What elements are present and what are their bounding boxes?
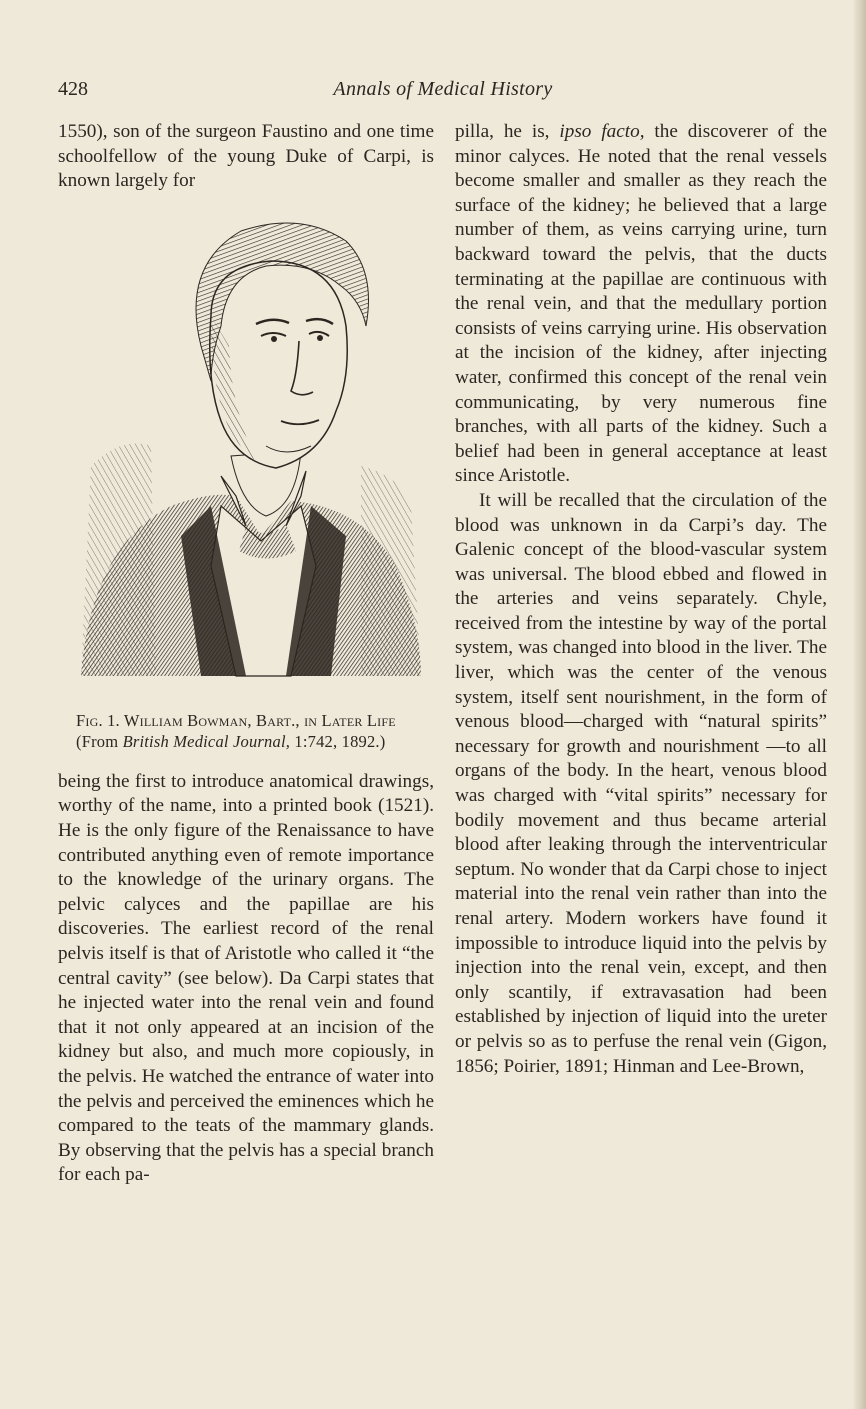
page-edge-shadow <box>852 0 866 1409</box>
caption-source-suffix: 1:742, 1892.) <box>290 731 386 751</box>
right-paragraph-2: It will be recalled that the circulation of the blood was unknown in da Carpi’s day. The Galenic concept of the blood-vascular system was universal. The blood ebbed and flowed in the arteries and veins separately. Chyle, received from the intestine by way of the portal system, was changed into blood in the liver. The liver, which was the center of the venous system, itself sent nourishment, in the form of venous blood—charged with “natural spirits” necessary for growth and nourishment —to all organs of the body. In the heart, venous blood was charged with “vital spirits” necessary for bodily movement and thus became arterial blood after leaking through the interventricular septum. No wonder that da Carpi chose to inject material into the renal vein rather than into the renal artery. Modern workers have found it impossible to introduce liquid into the pelvis by injection into the renal vein, except, and then only scantily, if extravasation had been established by injection of liquid into the ureter or pelvis so as to perfuse the renal vein (Gigon, 1856; Poirier, 1891; Hinman and Lee-Brown, <box>455 489 827 1077</box>
figure-1 <box>58 206 434 752</box>
left-column <box>58 120 434 1188</box>
caption-label: Fig. 1. William Bowman, Bart., in Later Life <box>76 710 396 730</box>
caption-source-journal: British Medical Journal, <box>122 731 291 751</box>
para1-start: pilla, he is, <box>455 121 560 142</box>
para1-italic: ipso facto, <box>559 121 645 142</box>
left-top-paragraph: 1550), son of the surgeon Faustino and one time schoolfellow of the young Duke of Carpi, is known largely for <box>58 121 434 192</box>
left-bottom-paragraph: being the first to introduce anatomical drawings, worthy of the name, into a printed book (1521). He is the only figure of the Renaissance to have contributed anything even of remote importance to the knowledge of the urinary organs. The pelvic calyces and the papillae are his discoveries. The earliest record of the renal pelvis itself is that of Aristotle who called it “the central cavity” (see below). Da Carpi states that he injected water into the renal vein and found that it not only appeared at an incision of the kidney but also, and much more copiously, in the pelvis. He watched the entrance of water into the pelvis and perceived the eminences which he compared to the teats of the mammary glands. By observing that the pelvis has a special branch for each pa- <box>58 770 434 1186</box>
page-header <box>58 78 828 104</box>
page-number: 428 <box>58 78 88 100</box>
caption-source-prefix: (From <box>76 731 123 751</box>
para1-rest: the discoverer of the minor calyces. He noted that the renal vessels become smaller and smaller as they reach the surface of the kidney; he believed that a large number of them, as veins carrying urine, turn backward toward the pelvis, that the ducts terminating at the papillae are continuous with the renal vein, and that the medullary portion consists of veins carrying urine. His observation at the incision of the kidney, after injecting water, confirmed this concept of the renal vein communicating, by very numerous fine branches, with all parts of the kidney. Such a belief had been in general acceptance at least since Aristotle. <box>455 121 827 487</box>
figure-caption <box>76 710 434 752</box>
right-column <box>455 120 827 1079</box>
portrait-engraving <box>61 206 431 696</box>
right-paragraph-1 <box>455 120 827 489</box>
running-title: Annals of Medical History <box>333 78 553 100</box>
